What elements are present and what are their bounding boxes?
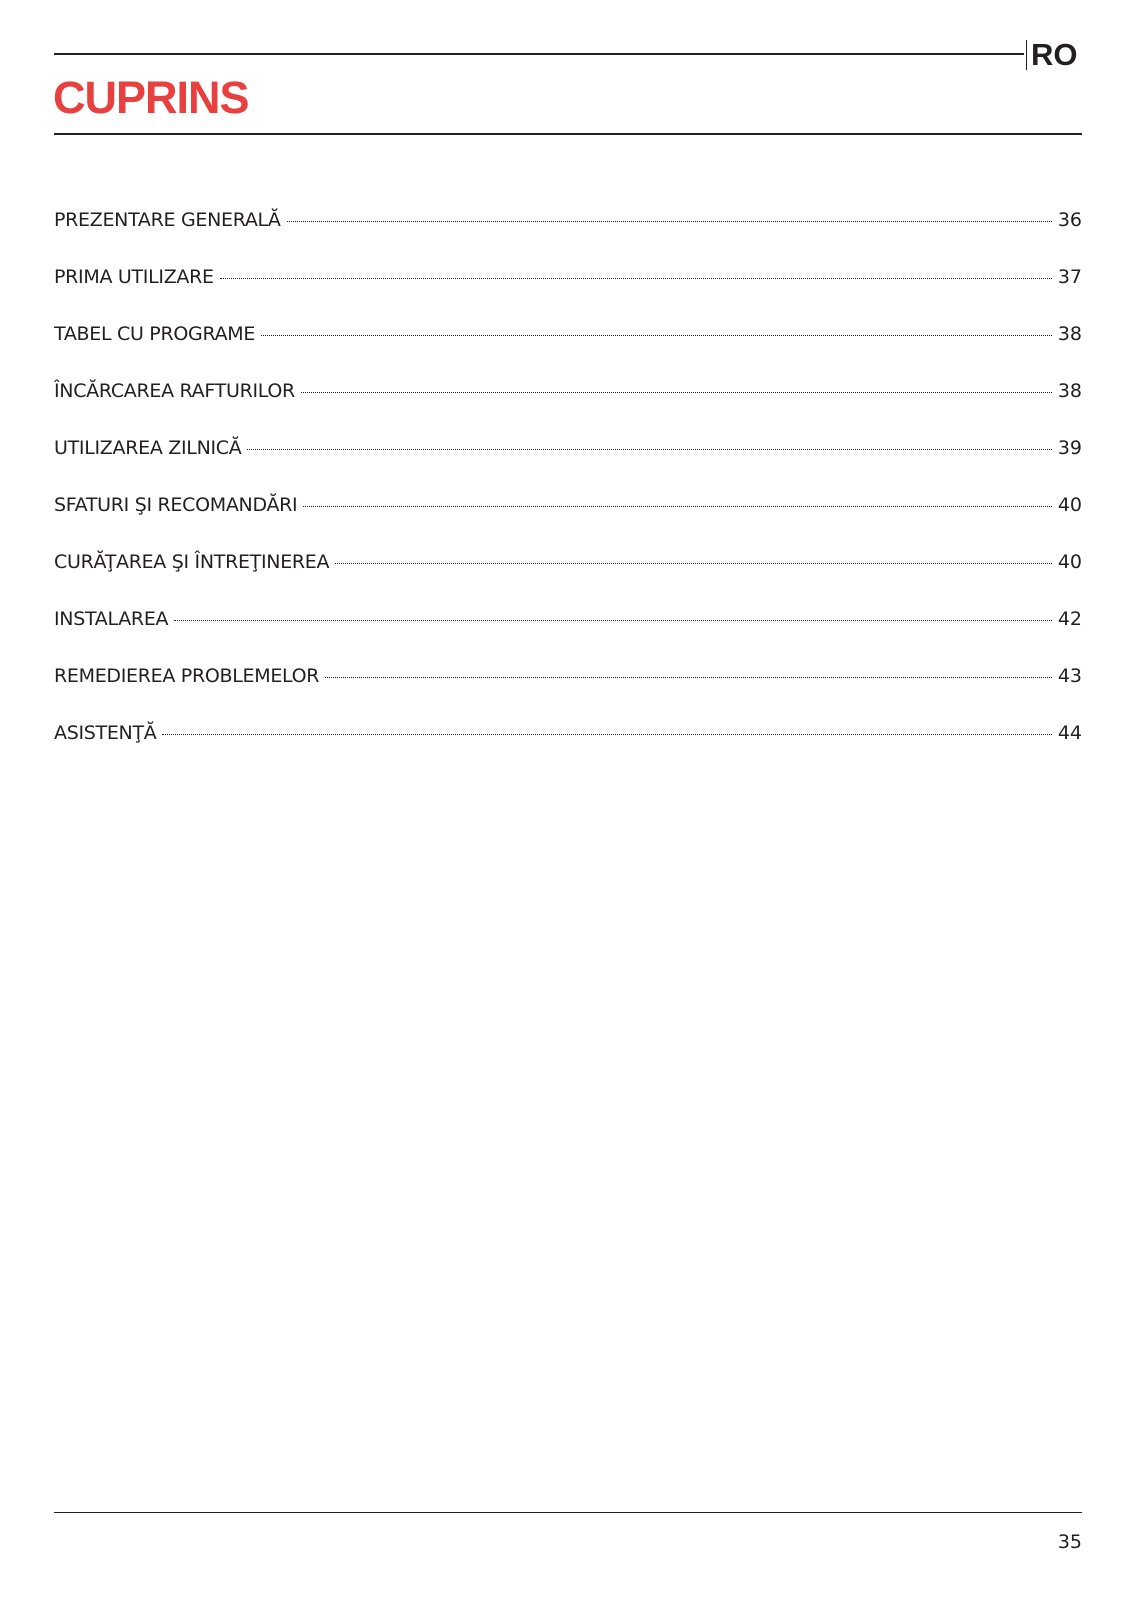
toc-entry-label: INSTALAREA [54,608,169,630]
title-rule [54,133,1082,135]
toc-entry-page: 43 [1057,665,1082,687]
language-separator [1026,40,1027,70]
toc-dot-leader [220,278,1052,279]
toc-dot-leader [162,734,1051,735]
toc-dot-leader [303,506,1051,507]
toc-entry-label: PRIMA UTILIZARE [54,266,214,288]
toc-entry-tabel-cu-programe[interactable] [54,322,1082,379]
toc-entry-page: 42 [1057,608,1082,630]
toc-entry-incarcarea-rafturilor[interactable] [54,379,1082,436]
toc-entry-curatarea-si-intretinerea[interactable] [54,550,1082,607]
toc-entry-label: ÎNCĂRCAREA RAFTURILOR [54,380,295,402]
toc-entry-prezentare-generala[interactable] [54,208,1082,265]
toc-entry-page: 37 [1057,266,1082,288]
page-number: 35 [1057,1531,1082,1553]
toc-entry-label: SFATURI ŞI RECOMANDĂRI [54,494,298,516]
toc-entry-page: 36 [1057,209,1082,231]
toc-dot-leader [174,620,1052,621]
toc-dot-leader [247,449,1051,450]
toc-entry-label: TABEL CU PROGRAME [54,323,256,345]
table-of-contents [54,208,1082,778]
header-rule [54,53,1024,55]
toc-entry-label: ASISTENŢĂ [54,722,157,744]
toc-entry-page: 44 [1057,722,1082,744]
toc-entry-page: 39 [1057,437,1082,459]
toc-dot-leader [335,563,1052,564]
toc-entry-page: 38 [1057,323,1082,345]
toc-dot-leader [301,392,1052,393]
toc-entry-utilizarea-zilnica[interactable] [54,436,1082,493]
toc-entry-sfaturi-si-recomandari[interactable] [54,493,1082,550]
toc-entry-remedierea-problemelor[interactable] [54,664,1082,721]
footer-rule [54,1512,1082,1513]
toc-entry-prima-utilizare[interactable] [54,265,1082,322]
toc-entry-label: PREZENTARE GENERALĂ [54,209,281,231]
toc-entry-instalarea[interactable] [54,607,1082,664]
toc-entry-label: CURĂŢAREA ŞI ÎNTREŢINEREA [54,551,330,573]
toc-entry-page: 38 [1057,380,1082,402]
toc-entry-label: REMEDIEREA PROBLEMELOR [54,665,320,687]
toc-dot-leader [325,677,1052,678]
page-title: CUPRINS [53,72,249,123]
toc-entry-asistenta[interactable] [54,721,1082,778]
toc-entry-page: 40 [1057,494,1082,516]
toc-dot-leader [287,221,1052,222]
toc-entry-label: UTILIZAREA ZILNICĂ [54,437,242,459]
toc-dot-leader [261,335,1052,336]
toc-entry-page: 40 [1057,551,1082,573]
language-code: RO [1031,37,1078,72]
